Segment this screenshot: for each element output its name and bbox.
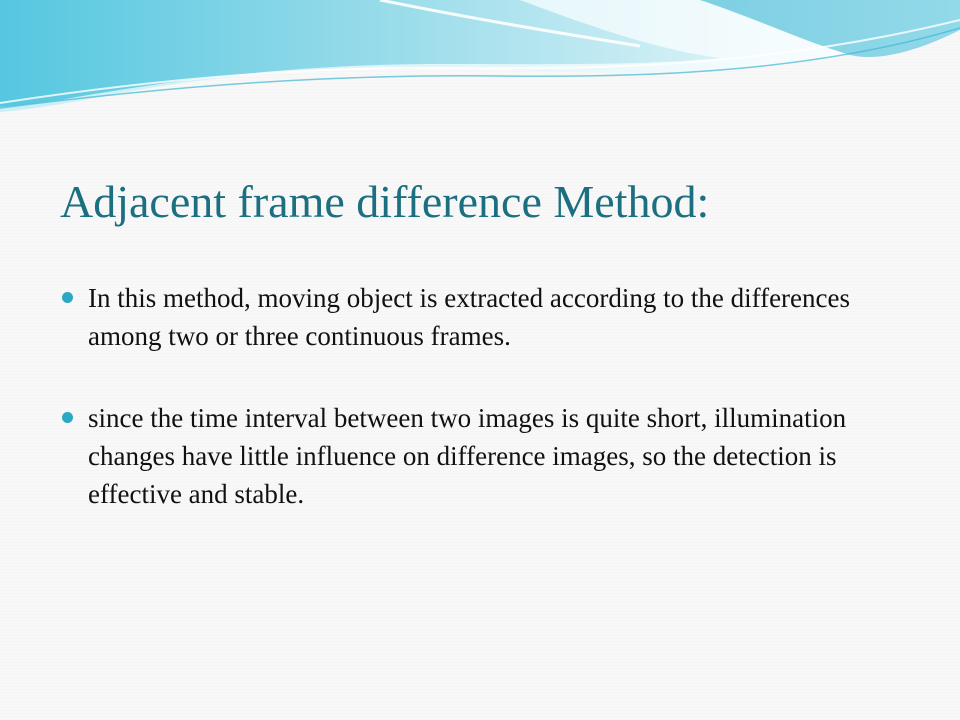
bullet-item	[60, 279, 920, 355]
slide-title: Adjacent frame difference Method:	[60, 176, 710, 227]
bullet-text: since the time interval between two images is quite short, illumination changes have little influence on difference images, so the detection is effective and stable.	[88, 403, 847, 509]
bullet-list	[60, 279, 920, 557]
bullet-text: In this method, moving object is extracted according to the differences among two or three continuous frames.	[88, 283, 851, 351]
bullet-icon	[62, 292, 73, 303]
bullet-icon	[62, 412, 73, 423]
bullet-item	[60, 399, 920, 513]
header-wave-decoration	[0, 0, 960, 120]
